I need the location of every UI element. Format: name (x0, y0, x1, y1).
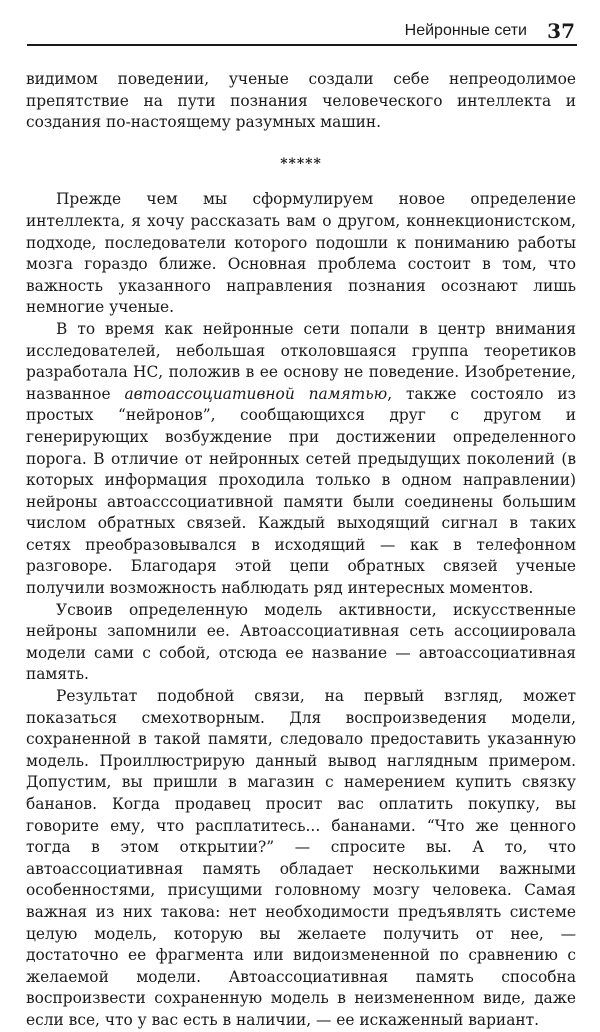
paragraph-2-part-b: , также состояло из простых “нейронов”, сообщающихся друг с другом и генерирующих возбуждение при достижении определенного порога. В отличие от нейронных сетей предыдущих поколений (в которых информация проходила только в одном направлении) нейроны автоасссоциативной памяти были соединены большим числом обратных связей. Каждый выходящий сигнал в таких сетях преобразовывался в исходящий — как в телефонном разговоре. Благодаря этой цепи обратных связей ученые получили возможность наблюдать ряд интересных моментов. (26, 384, 576, 598)
running-header (27, 20, 577, 46)
paragraph-4: Результат подобной связи, на первый взгляд, может показаться смехотворным. Для воспроизведения модели, сохраненной в такой памяти, следовало предоставить указанную модель. Проиллюстрирую данный вывод наглядным примером. Допустим, вы пришли в магазин с намерением купить связку бананов. Когда продавец просит вас оплатить покупку, вы говорите ему, что расплатитесь... бананами. “Что же ценного тогда в этом открытии?” — спросите вы. А то, что автоассоциативная память обладает несколькими важными особенностями, присущими головному мозгу человека. Самая важная из них такова: нет необходимости предъявлять системе целую модель, которую вы желаете получить от нее, — достаточно ее фрагмента или видоизмененной по сравнению с желаемой модели. Автоассоциативная память способна воспроизвести сохраненную модель в неизмененном виде, даже если все, что у вас есть в наличии, — ее искаженный вариант. (26, 687, 576, 1029)
paragraph-1: Прежде чем мы сформулируем новое определение интеллекта, я хочу рассказать вам о другом, коннекционистском, подходе, последователи которого подошли к пониманию работы мозга гораздо ближе. Основная проблема состоит в том, что важность указанного направления познания осознают лишь немногие ученые. (26, 190, 576, 317)
header-rule (27, 44, 577, 46)
page-body (26, 69, 576, 1032)
paragraph-2 (26, 319, 576, 600)
paragraph-2-part-a: В то время как нейронные сети попали в центр внимания исследователей, небольшая отколовшаяся группа теоретиков разработала НС, положив в ее основу не поведение. Изобретение, названное (26, 319, 576, 403)
chapter-title: Нейронные сети (399, 22, 533, 40)
section-separator: ***** (280, 155, 322, 172)
page-number: 37 (547, 19, 575, 43)
paragraph-continued: видимом поведении, ученые создали себе непреодолимое препятствие на пути познания человеческого интеллекта и создания по-настоящему разумных машин. (26, 70, 576, 132)
paragraph-2-emphasis: автоассоциативной памятью (124, 384, 388, 403)
paragraph-3: Усвоив определенную модель активности, искусственные нейроны запомнили ее. Автоассоциативная сеть ассоциировала модели сами с собой, отсюда ее название — автоассоциативная память. (26, 600, 576, 684)
